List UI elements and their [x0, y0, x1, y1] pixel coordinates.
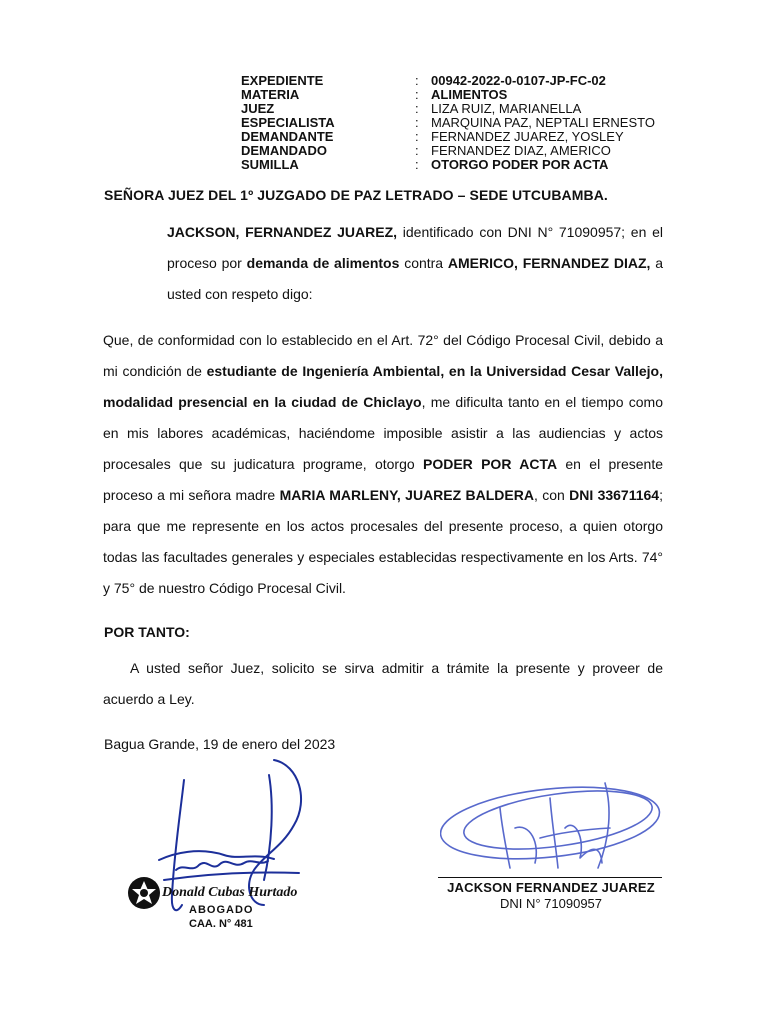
body-text-4: , con	[533, 487, 570, 503]
header-separator: :	[415, 157, 419, 172]
signature-line	[438, 877, 662, 878]
header-row	[241, 158, 655, 172]
demand-type: demanda de alimentos	[246, 255, 400, 271]
header-value: LIZA RUIZ, MARIANELLA	[431, 101, 582, 116]
header-label: DEMANDADO	[241, 143, 327, 158]
header-label: SUMILLA	[241, 157, 299, 172]
header-value: ALIMENTOS	[431, 87, 508, 102]
header-row	[241, 74, 655, 88]
body-paragraph	[103, 325, 663, 604]
header-separator: :	[415, 73, 419, 88]
body-text-2: , me dificulta tanto en el tiempo como en mis labores académicas, haciéndome imposible asistir a las audiencias y actos procesales que su judicatura programe, otorgo	[103, 394, 663, 472]
header-label: MATERIA	[241, 87, 300, 102]
header-separator: :	[415, 143, 419, 158]
lawyer-signature-stamp	[104, 755, 324, 945]
header-row	[241, 130, 655, 144]
header-row	[241, 88, 655, 102]
header-label: EXPEDIENTE	[241, 73, 324, 88]
header-separator: :	[415, 129, 419, 144]
stamp-lawyer-reg: CAA. N° 481	[189, 918, 253, 930]
stamp-lawyer-name: Donald Cubas Hurtado	[162, 885, 298, 900]
mother-dni: DNI 33671164	[569, 487, 660, 503]
header-separator: :	[415, 87, 419, 102]
signer-name: JACKSON FERNANDEZ JUAREZ	[447, 880, 655, 895]
header-row	[241, 144, 655, 158]
header-label: ESPECIALISTA	[241, 115, 335, 130]
por-tanto-heading: POR TANTO:	[104, 624, 190, 640]
case-header	[241, 74, 655, 172]
signer-dni: DNI N° 71090957	[499, 896, 603, 911]
intro-paragraph	[167, 217, 663, 310]
header-value: 00942-2022-0-0107-JP-FC-02	[431, 73, 606, 88]
date-line: Bagua Grande, 19 de enero del 2023	[104, 736, 336, 752]
addressee: SEÑORA JUEZ DEL 1º JUZGADO DE PAZ LETRADO – SEDE UTCUBAMBA.	[104, 187, 608, 203]
poder-por-acta: PODER POR ACTA	[422, 456, 558, 472]
intro-text-2: contra	[399, 255, 448, 271]
header-separator: :	[415, 101, 419, 116]
intro-text-1: identificado con DNI N° 71090957; en el proceso por	[167, 224, 663, 271]
body-text-5: ; para que me represente en los actos procesales del presente proceso, a quien otorgo todas las facultades generales y especiales establecidas respectivamente en los Arts. 74° y 75° de nuestro Código Procesal Civil.	[103, 487, 663, 596]
stamp-lawyer-title: ABOGADO	[189, 904, 254, 916]
applicant-name: JACKSON, FERNANDEZ JUAREZ,	[167, 224, 398, 240]
header-label: DEMANDANTE	[241, 129, 334, 144]
mother-name: MARIA MARLENY, JUAREZ BALDERA	[279, 487, 534, 503]
defendant-name: AMERICO, FERNANDEZ DIAZ,	[447, 255, 651, 271]
header-value: OTORGO PODER POR ACTA	[431, 157, 609, 172]
header-row	[241, 102, 655, 116]
intro-text-3: a usted con respeto digo:	[167, 255, 663, 302]
header-label: JUEZ	[241, 101, 275, 116]
header-value: FERNANDEZ DIAZ, AMERICO	[431, 143, 611, 158]
body-text-3: en el presente proceso a mi señora madre	[103, 456, 663, 503]
header-row	[241, 116, 655, 130]
body-text-1: Que, de conformidad con lo establecido en el Art. 72° del Código Procesal Civil, debido a mi condición de	[103, 332, 663, 379]
header-separator: :	[415, 115, 419, 130]
student-condition: estudiante de Ingeniería Ambiental, en la Universidad Cesar Vallejo, modalidad presencial en la ciudad de Chiclayo	[103, 363, 663, 410]
header-value: MARQUINA PAZ, NEPTALI ERNESTO	[431, 115, 655, 130]
signer-signature	[440, 768, 670, 898]
header-value: FERNANDEZ JUAREZ, YOSLEY	[431, 129, 624, 144]
request-paragraph: A usted señor Juez, solicito se sirva admitir a trámite la presente y proveer de acuerdo a Ley.	[103, 660, 663, 707]
